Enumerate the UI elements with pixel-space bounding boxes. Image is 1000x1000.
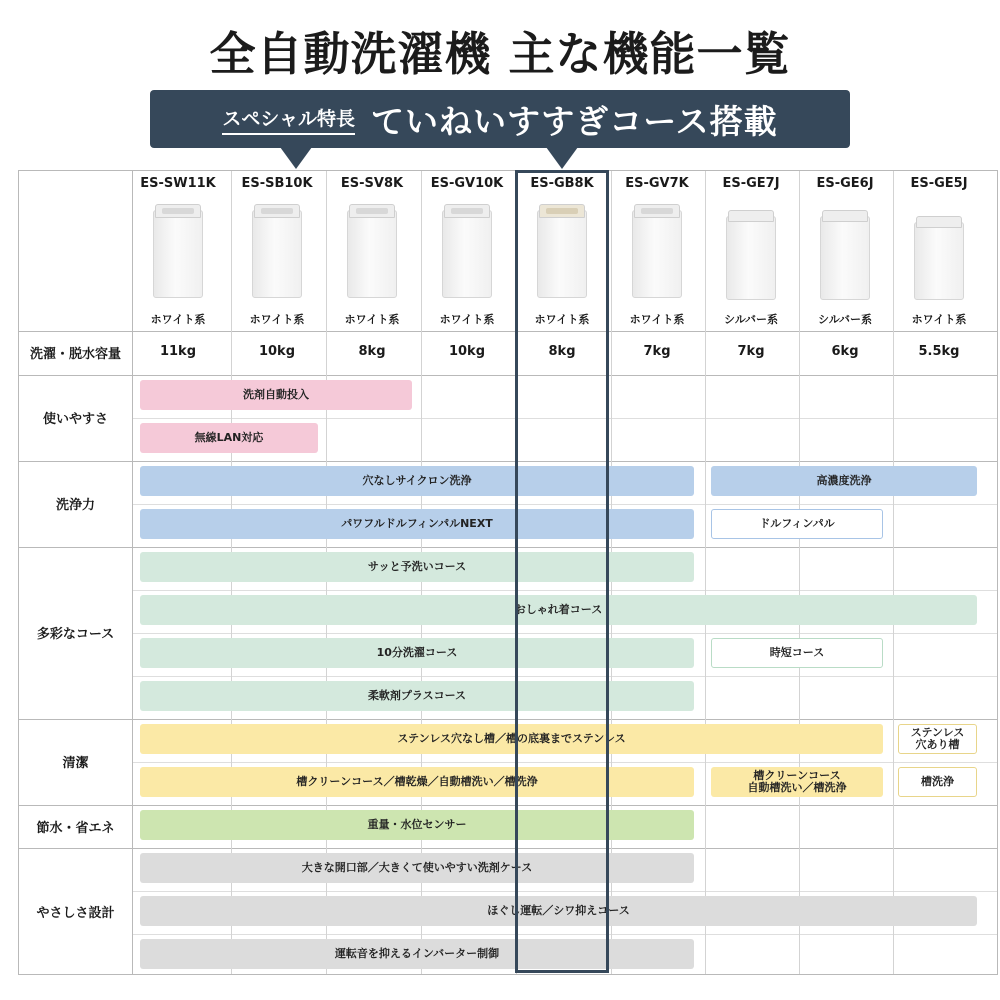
feature-tub-clean-basic [711, 767, 883, 797]
column-divider [132, 171, 133, 974]
row-divider [19, 848, 997, 849]
model-name: ES-GV10K [430, 176, 504, 191]
banner-tag: スペシャル特長 [222, 104, 355, 135]
special-feature-banner [150, 90, 850, 148]
row-divider [19, 805, 997, 806]
feature-detergent-auto: 洗剤自動投入 [140, 380, 412, 410]
model-color: シルバー系 [818, 313, 872, 326]
model-color: ホワイト系 [534, 313, 590, 326]
model-color: ホワイト系 [249, 313, 305, 326]
subrow-divider [133, 762, 997, 763]
subrow-divider [133, 633, 997, 634]
row-label-ease: 使いやすさ [42, 412, 108, 427]
washing-machine-image [632, 202, 682, 300]
feature-fashion-course: おしゃれ着コース [140, 595, 977, 625]
model-color: ホワイト系 [911, 313, 967, 326]
page-title: 全自動洗濯機 主な機能一覧 [209, 27, 791, 81]
feature-high-concentration: 高濃度洗浄 [711, 466, 977, 496]
feature-stainless-holes-line2: 穴あり槽 [915, 738, 960, 751]
model-name: ES-GE5J [910, 176, 968, 191]
column-divider [705, 171, 706, 974]
model-color: シルバー系 [724, 313, 778, 326]
feature-stainless-holeless: ステンレス穴なし槽／槽の底裏までステンレス [140, 724, 883, 754]
row-label-courses: 多彩なコース [36, 627, 115, 642]
row-label-clean: 清潔 [62, 756, 89, 771]
row-divider [19, 331, 997, 332]
feature-stainless-holes [898, 724, 977, 754]
feature-tub-clean-line1: 槽クリーンコース [753, 769, 841, 782]
feature-inverter: 運転音を抑えるインバーター制御 [140, 939, 694, 969]
model-color: ホワイト系 [344, 313, 400, 326]
model-color: ホワイト系 [439, 313, 495, 326]
feature-wireless-lan: 無線LAN対応 [140, 423, 318, 453]
model-name: ES-SV8K [340, 176, 404, 191]
subrow-divider [133, 504, 997, 505]
washing-machine-image [252, 202, 302, 300]
model-name: ES-GE7J [722, 176, 780, 191]
feature-tub-wash: 槽洗浄 [898, 767, 977, 797]
banner-tail-right [546, 147, 578, 169]
subrow-divider [133, 418, 997, 419]
capacity-value: 11kg [159, 344, 197, 359]
feature-loosen-course: ほぐし運転／シワ抑えコース [140, 896, 977, 926]
capacity-value: 7kg [737, 344, 765, 359]
feature-short-course: 時短コース [711, 638, 883, 668]
feature-tub-clean-line2: 自動槽洗い／槽洗浄 [747, 781, 847, 794]
subrow-divider [133, 891, 997, 892]
capacity-value: 10kg [448, 344, 486, 359]
washing-machine-image [820, 208, 870, 300]
feature-ten-min-course: 10分洗濯コース [140, 638, 694, 668]
feature-tub-clean: 槽クリーンコース／槽乾燥／自動槽洗い／槽洗浄 [140, 767, 694, 797]
row-label-capacity: 洗濯・脱水容量 [29, 347, 121, 362]
capacity-value: 8kg [358, 344, 386, 359]
model-name-highlighted: ES-GB8K [530, 176, 594, 191]
row-label-gentle: やさしさ設計 [36, 905, 115, 921]
capacity-value: 8kg [548, 344, 576, 359]
model-name: ES-SW11K [140, 176, 216, 191]
banner-tail-left [280, 147, 312, 169]
model-color: ホワイト系 [629, 313, 685, 326]
capacity-value: 7kg [643, 344, 671, 359]
subrow-divider [133, 934, 997, 935]
capacity-value: 10kg [258, 344, 296, 359]
washing-machine-image [442, 202, 492, 300]
subrow-divider [133, 676, 997, 677]
model-name: ES-GV7K [625, 176, 689, 191]
feature-dolphin-next: パワフルドルフィンパルNEXT [140, 509, 694, 539]
washing-machine-image [347, 202, 397, 300]
column-divider [893, 171, 894, 974]
feature-dolphin: ドルフィンパル [711, 509, 883, 539]
column-divider [799, 171, 800, 974]
model-name: ES-GE6J [816, 176, 874, 191]
model-color: ホワイト系 [150, 313, 206, 326]
feature-stainless-holes-line1: ステンレス [910, 726, 965, 739]
feature-cyclone: 穴なしサイクロン洗浄 [140, 466, 694, 496]
row-divider [19, 547, 997, 548]
row-divider [19, 375, 997, 376]
subrow-divider [133, 590, 997, 591]
row-label-power: 洗浄力 [55, 498, 95, 513]
washing-machine-image [914, 214, 964, 300]
capacity-value: 6kg [831, 344, 859, 359]
row-divider [19, 719, 997, 720]
feature-softener-course: 柔軟剤プラスコース [140, 681, 694, 711]
feature-big-opening: 大きな開口部／大きくて使いやすい洗剤ケース [140, 853, 694, 883]
washing-machine-image [726, 208, 776, 300]
feature-quick-prewash: サッと予洗いコース [140, 552, 694, 582]
row-divider [19, 461, 997, 462]
banner-headline: ていねいすすぎコース搭載 [370, 101, 778, 141]
row-label-eco: 節水・省エネ [36, 820, 115, 836]
feature-weight-sensor: 重量・水位センサー [140, 810, 694, 840]
model-name: ES-SB10K [241, 176, 313, 191]
washing-machine-image [537, 202, 587, 300]
washing-machine-image [153, 202, 203, 300]
capacity-value: 5.5kg [918, 344, 960, 359]
